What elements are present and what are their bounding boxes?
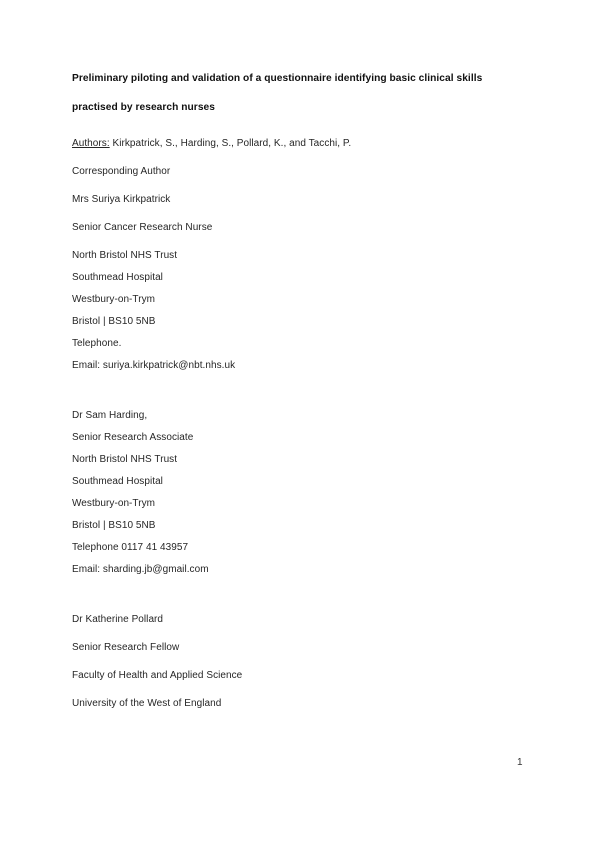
- paper-title-line-1: Preliminary piloting and validation of a questionnaire identifying basic clinical skills: [72, 73, 483, 84]
- corresponding-address-line: Bristol | BS10 5NB: [72, 316, 156, 327]
- pollard-name: Dr Katherine Pollard: [72, 614, 164, 625]
- harding-email: Email: sharding.jb@gmail.com: [72, 564, 209, 575]
- harding-role: Senior Research Associate: [72, 432, 194, 443]
- corresponding-address-line: North Bristol NHS Trust: [72, 250, 178, 261]
- harding-address-line: Bristol | BS10 5NB: [72, 520, 156, 531]
- authors-names: Kirkpatrick, S., Harding, S., Pollard, K., and Tacchi, P.: [109, 138, 352, 149]
- corresponding-address-line: Westbury-on-Trym: [72, 294, 156, 305]
- harding-telephone: Telephone 0117 41 43957: [72, 542, 189, 553]
- page-number: 1: [517, 757, 523, 768]
- harding-address-line: North Bristol NHS Trust: [72, 454, 178, 465]
- harding-address-line: Southmead Hospital: [72, 476, 163, 487]
- authors-label: Authors:: [72, 138, 110, 149]
- corresponding-address-line: Southmead Hospital: [72, 272, 163, 283]
- corresponding-author-name: Mrs Suriya Kirkpatrick: [72, 194, 171, 205]
- authors-line: [72, 138, 351, 150]
- corresponding-telephone: Telephone.: [72, 338, 122, 349]
- corresponding-author-heading: Corresponding Author: [72, 166, 171, 177]
- corresponding-email: Email: suriya.kirkpatrick@nbt.nhs.uk: [72, 360, 236, 371]
- pollard-university: University of the West of England: [72, 698, 222, 709]
- paper-title-line-2: practised by research nurses: [72, 102, 215, 113]
- pollard-faculty: Faculty of Health and Applied Science: [72, 670, 243, 681]
- harding-name: Dr Sam Harding,: [72, 410, 148, 421]
- corresponding-author-role: Senior Cancer Research Nurse: [72, 222, 213, 233]
- pollard-role: Senior Research Fellow: [72, 642, 180, 653]
- harding-address-line: Westbury-on-Trym: [72, 498, 156, 509]
